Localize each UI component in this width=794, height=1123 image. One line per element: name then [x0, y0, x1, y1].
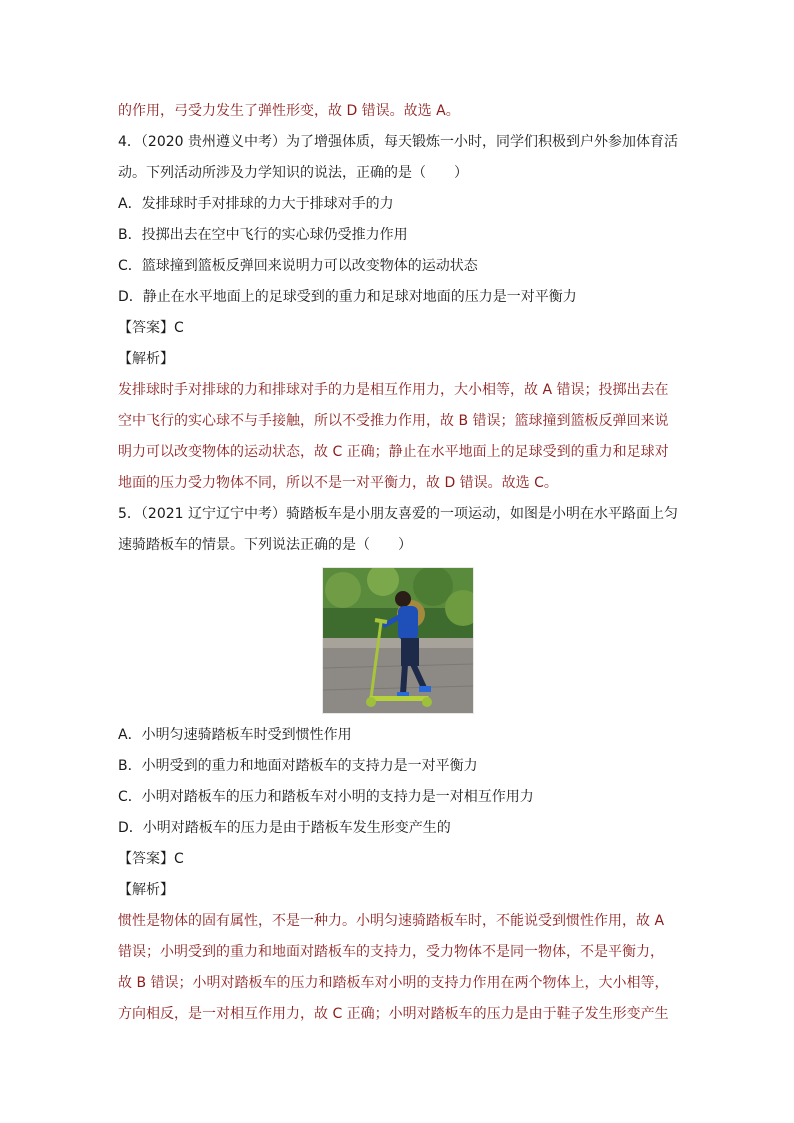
question-5-stem-line-2: 速骑踏板车的情景。下列说法正确的是（ ） — [118, 537, 412, 553]
question-4-option-a: A．发排球时手对排球的力大于排球对手的力 — [118, 196, 394, 212]
question-4-option-c: C．篮球撞到篮板反弹回来说明力可以改变物体的运动状态 — [118, 258, 478, 274]
question-5-analysis-line-2: 错误；小明受到的重力和地面对踏板车的支持力，受力物体不是同一物体，不是平衡力， — [118, 944, 664, 960]
question-4-stem-line-2: 动。下列活动所涉及力学知识的说法，正确的是（ ） — [118, 165, 468, 181]
scooter-photo — [322, 567, 474, 714]
question-4-answer: 【答案】C — [118, 320, 184, 336]
question-5-option-d: D．小明对踏板车的压力是由于踏板车发生形变产生的 — [118, 820, 451, 836]
question-5-analysis-line-3: 故 B 错误；小明对踏板车的压力和踏板车对小明的支持力作用在两个物体上，大小相等， — [118, 975, 669, 991]
question-5-analysis-line-1: 惯性是物体的固有属性，不是一种力。小明匀速骑踏板车时，不能说受到惯性作用，故 A — [118, 913, 665, 929]
document-page — [118, 96, 678, 1030]
boy-on-scooter-illustration — [323, 568, 473, 713]
question-5-analysis-line-4: 方向相反，是一对相互作用力，故 C 正确；小明对踏板车的压力是由于鞋子发生形变产生 — [118, 1006, 669, 1022]
previous-analysis-tail: 的作用，弓受力发生了弹性形变，故 D 错误。故选 A。 — [118, 103, 460, 119]
question-4-analysis-line-1: 发排球时手对排球的力和排球对手的力是相互作用力，大小相等，故 A 错误；投掷出去在 — [118, 382, 669, 398]
question-5-analysis-label: 【解析】 — [118, 882, 174, 898]
question-5-stem-line-1: 5．（2021 辽宁辽宁中考）骑踏板车是小朋友喜爱的一项运动，如图是小明在水平路面上匀 — [118, 506, 678, 522]
question-5-option-c: C．小明对踏板车的压力和踏板车对小明的支持力是一对相互作用力 — [118, 789, 534, 805]
question-5-option-a: A．小明匀速骑踏板车时受到惯性作用 — [118, 727, 352, 743]
question-5-option-b: B．小明受到的重力和地面对踏板车的支持力是一对平衡力 — [118, 758, 478, 774]
question-5-answer: 【答案】C — [118, 851, 184, 867]
question-4-analysis-label: 【解析】 — [118, 351, 174, 367]
question-4-stem-line-1: 4．（2020 贵州遵义中考）为了增强体质，每天锻炼一小时，同学们积极到户外参加体育活 — [118, 134, 678, 150]
question-4-analysis-line-4: 地面的压力受力物体不同，所以不是一对平衡力，故 D 错误。故选 C。 — [118, 475, 558, 491]
question-4-option-b: B．投掷出去在空中飞行的实心球仍受推力作用 — [118, 227, 408, 243]
question-4-option-d: D．静止在水平地面上的足球受到的重力和足球对地面的压力是一对平衡力 — [118, 289, 577, 305]
question-4-analysis-line-3: 明力可以改变物体的运动状态，故 C 正确；静止在水平地面上的足球受到的重力和足球对 — [118, 444, 669, 460]
question-4-analysis-line-2: 空中飞行的实心球不与手接触，所以不受推力作用，故 B 错误；篮球撞到篮板反弹回来说 — [118, 413, 669, 429]
